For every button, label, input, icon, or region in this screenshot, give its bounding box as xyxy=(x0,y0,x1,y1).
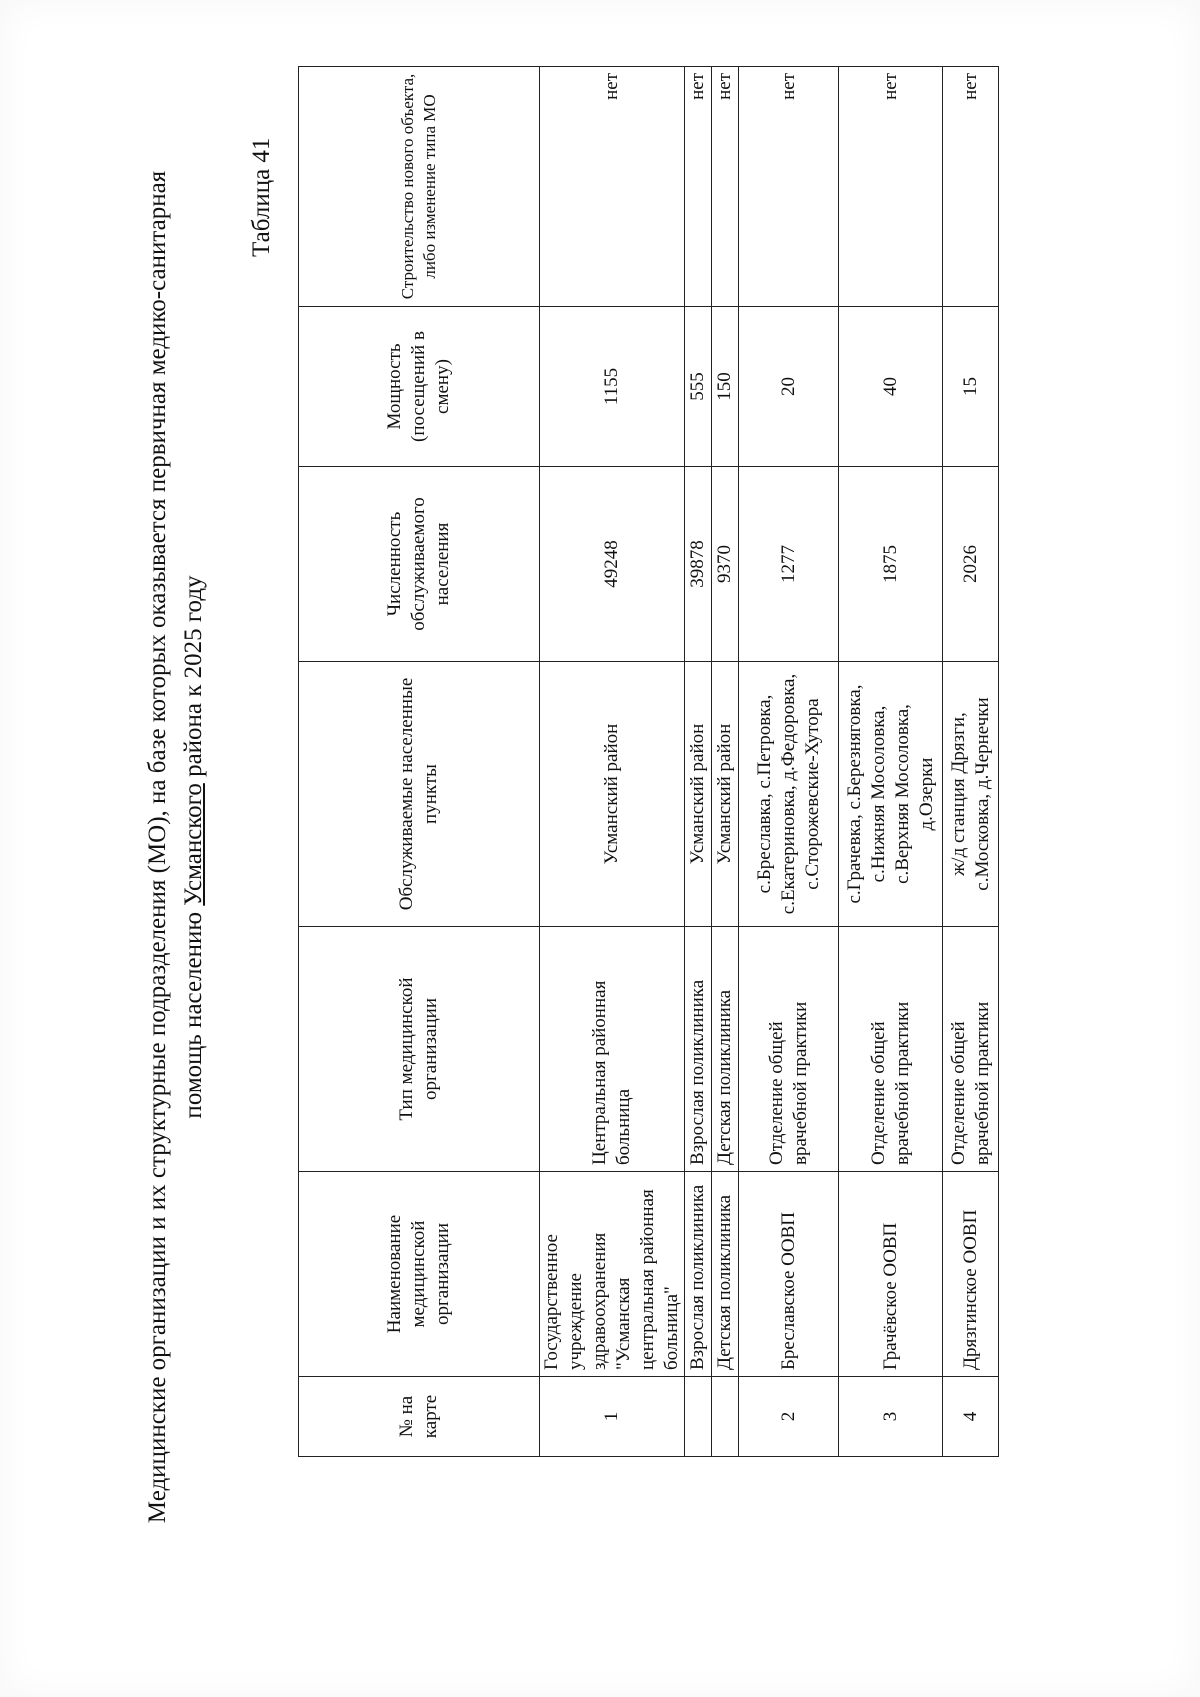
medical-organizations-table xyxy=(298,66,999,1457)
cell-org-name: Государственное учреждение здравоохранения "Усманская центральная районная больница" xyxy=(540,1172,685,1377)
title-district-underlined: Усманского xyxy=(180,783,207,906)
title-line-2 xyxy=(176,147,212,1547)
cell-org-type: Отделение общей врачебной практики xyxy=(839,927,943,1172)
cell-construction: нет xyxy=(540,67,685,307)
cell-population: 1277 xyxy=(739,467,839,662)
cell-settlements: Усманский район xyxy=(540,662,685,927)
cell-capacity: 1155 xyxy=(540,307,685,467)
cell-map-number: 3 xyxy=(839,1377,943,1457)
title-line-1: Медицинские организации и их структурные подразделения (МО), на базе которых оказывается первичная медико-санитарная xyxy=(144,170,171,1524)
table-row xyxy=(685,67,712,1457)
cell-population: 39878 xyxy=(685,467,712,662)
cell-org-name: Грачёвское ООВП xyxy=(839,1172,943,1377)
cell-construction: нет xyxy=(739,67,839,307)
cell-capacity: 40 xyxy=(839,307,943,467)
cell-construction: нет xyxy=(839,67,943,307)
table-row xyxy=(739,67,839,1457)
title-line-2-prefix: помощь населению xyxy=(180,905,207,1119)
header-org-type: Тип медицинской организации xyxy=(299,927,540,1172)
header-construction: Строительство нового объекта, либо изменение типа МО xyxy=(299,67,540,307)
cell-population: 1875 xyxy=(839,467,943,662)
cell-map-number: 4 xyxy=(943,1377,999,1457)
header-capacity: Мощность (посещений в смену) xyxy=(299,307,540,467)
table-row xyxy=(943,67,999,1457)
table-row xyxy=(712,67,739,1457)
cell-settlements: Усманский район xyxy=(685,662,712,927)
cell-construction: нет xyxy=(712,67,739,307)
cell-population: 2026 xyxy=(943,467,999,662)
table-number: Таблица 41 xyxy=(248,137,275,257)
cell-construction: нет xyxy=(943,67,999,307)
cell-org-type: Взрослая поликлиника xyxy=(685,927,712,1172)
cell-map-number: 2 xyxy=(739,1377,839,1457)
cell-capacity: 20 xyxy=(739,307,839,467)
cell-construction: нет xyxy=(685,67,712,307)
cell-settlements: с.Грачевка, с.Березняговка, с.Нижняя Мосоловка, с.Верхняя Мосоловка, д.Озерки xyxy=(839,662,943,927)
table-row xyxy=(839,67,943,1457)
cell-org-type: Отделение общей врачебной практики xyxy=(943,927,999,1172)
cell-org-name: Детская поликлиника xyxy=(712,1172,739,1377)
cell-capacity: 15 xyxy=(943,307,999,467)
cell-org-type: Отделение общей врачебной практики xyxy=(739,927,839,1172)
cell-org-name: Взрослая поликлиника xyxy=(685,1172,712,1377)
cell-map-number xyxy=(685,1377,712,1457)
cell-org-type: Детская поликлиника xyxy=(712,927,739,1172)
cell-settlements: ж/д станция Дрязги, с.Московка, д.Чернечки xyxy=(943,662,999,927)
cell-capacity: 150 xyxy=(712,307,739,467)
header-map-number: № на карте xyxy=(299,1377,540,1457)
header-org-name: Наименование медицинской организации xyxy=(299,1172,540,1377)
cell-map-number xyxy=(712,1377,739,1457)
header-population: Численность обслуживаемого населения xyxy=(299,467,540,662)
document-title xyxy=(140,147,212,1547)
cell-map-number: 1 xyxy=(540,1377,685,1457)
cell-settlements: Усманский район xyxy=(712,662,739,927)
table-row xyxy=(540,67,685,1457)
table-header-row xyxy=(299,67,540,1457)
cell-org-type: Центральная районная больница xyxy=(540,927,685,1172)
cell-org-name: Бреславское ООВП xyxy=(739,1172,839,1377)
cell-capacity: 555 xyxy=(685,307,712,467)
cell-population: 9370 xyxy=(712,467,739,662)
title-line-2-suffix: района к 2025 году xyxy=(180,575,207,784)
cell-settlements: с.Бреславка, с.Петровка, с.Екатериновка, д.Федоровка, с.Сторожевские-Хутора xyxy=(739,662,839,927)
cell-population: 49248 xyxy=(540,467,685,662)
header-settlements: Обслуживаемые населенные пункты xyxy=(299,662,540,927)
cell-org-name: Дрязгинское ООВП xyxy=(943,1172,999,1377)
